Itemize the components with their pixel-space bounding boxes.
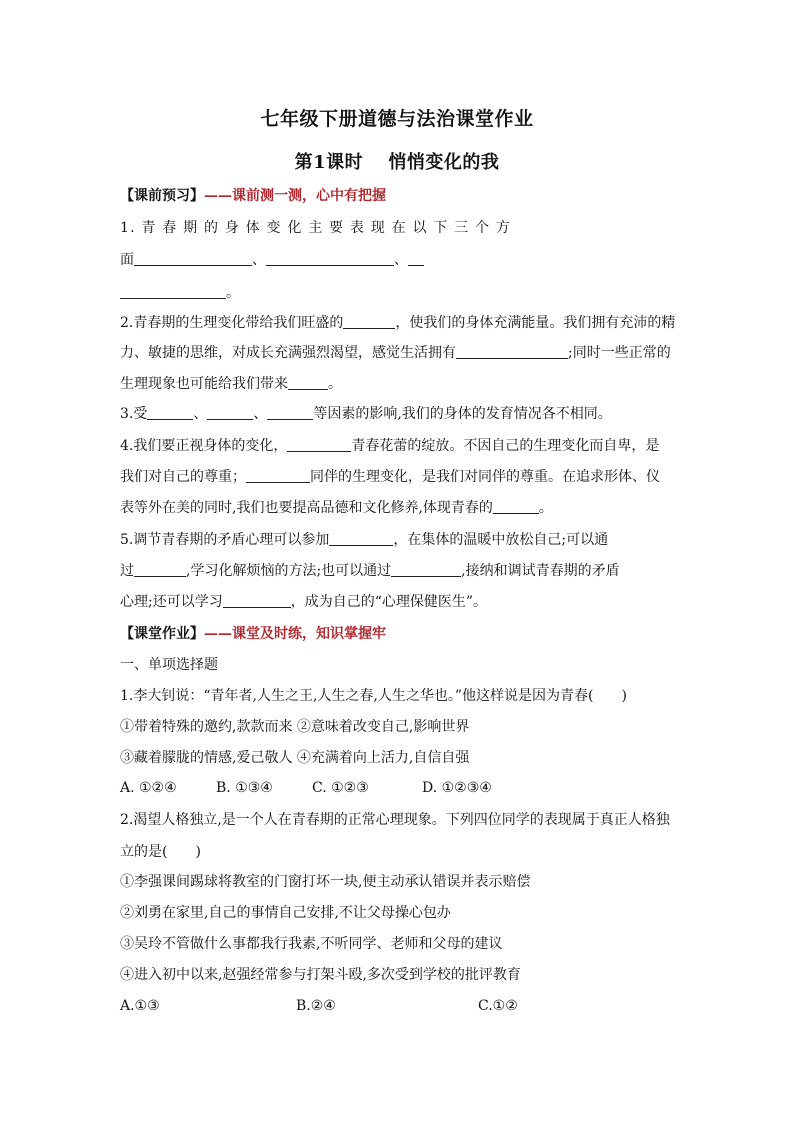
preview-q2-line1 xyxy=(120,313,675,333)
fill-blank[interactable] xyxy=(266,251,394,266)
cw-q2-option-4: ④进入初中以来,赵强经常参与打架斗殴,多次受到学校的批评教育 xyxy=(120,967,521,983)
choice-b[interactable]: B. ①③④ xyxy=(216,780,273,796)
document-title: 七年级下册道德与法治课堂作业 xyxy=(260,108,534,130)
cw-q2-option-2: ②刘勇在家里,自己的事情自己安排,不让父母操心包办 xyxy=(120,905,451,921)
fill-blank[interactable] xyxy=(493,499,539,514)
q2-text: ;同时一些正常的 xyxy=(568,345,671,361)
cw-q2-stem-line2: 立的是( ) xyxy=(120,844,201,860)
cw-q1-choices xyxy=(120,778,490,798)
q4-text: 青春花蕾的绽放。不因自己的生理变化而自卑，是 xyxy=(351,438,660,454)
cw-q2-choices xyxy=(120,996,675,1016)
classwork-heading-slogan: ——课堂及时练，知识掌握牢 xyxy=(204,626,386,642)
preview-q4-line2 xyxy=(120,467,675,487)
preview-q1-line2 xyxy=(120,250,675,270)
q3-sep: 、 xyxy=(193,406,208,422)
fill-blank[interactable] xyxy=(287,437,351,452)
fill-blank[interactable] xyxy=(408,251,424,266)
choice-b[interactable]: B.②④ xyxy=(296,998,336,1014)
lesson-subtitle: 第1课时 悄悄变化的我 xyxy=(294,152,500,173)
q1-end: 。 xyxy=(226,285,240,301)
cw-q1-options-1: ①带着特殊的邀约,款款而来 ②意味着改变自己,影响世界 xyxy=(120,719,470,735)
q2-text: 力、敏捷的思维，对成长充满强烈渴望，感觉生活拥有 xyxy=(120,345,456,361)
fill-blank[interactable] xyxy=(134,251,252,266)
fill-blank[interactable] xyxy=(120,284,226,299)
q2-text: 。 xyxy=(328,376,342,392)
classwork-heading-label: 【课堂作业】 xyxy=(120,626,204,642)
preview-section-heading xyxy=(120,186,675,206)
fill-blank[interactable] xyxy=(288,375,328,390)
fill-blank[interactable] xyxy=(147,405,193,420)
classwork-section-heading xyxy=(120,624,675,644)
q5-text: ,接纳和调试青春期的矛盾 xyxy=(461,563,620,579)
choice-d[interactable]: D. ①②③④ xyxy=(422,780,492,796)
q1-text: 面 xyxy=(120,252,134,268)
preview-q3 xyxy=(120,404,675,424)
fill-blank[interactable] xyxy=(223,593,291,608)
q4-text: 。 xyxy=(538,500,553,516)
fill-blank[interactable] xyxy=(343,314,395,329)
fill-blank[interactable] xyxy=(207,405,253,420)
part-heading: 一、单项选择题 xyxy=(120,657,218,673)
preview-q2-line2 xyxy=(120,343,675,363)
q2-text: ，使我们的身体充满能量。我们拥有充沛的精 xyxy=(395,315,676,331)
q5-text: ,学习化解烦恼的方法;也可以通过 xyxy=(186,563,392,579)
q5-text: ，在集体的温暖中放松自己;可以通 xyxy=(393,532,609,548)
choice-a[interactable]: A. ①②④ xyxy=(120,780,177,796)
choice-c[interactable]: C.①② xyxy=(478,998,518,1014)
cw-q1-options-2: ③藏着朦胧的情感,爱己敬人 ④充满着向上活力,自信自强 xyxy=(120,750,470,766)
q5-text: 过 xyxy=(120,563,134,579)
choice-a[interactable]: A.①③ xyxy=(120,998,160,1014)
fill-blank[interactable] xyxy=(456,344,568,359)
q2-text: 2.青春期的生理变化带给我们旺盛的 xyxy=(120,315,344,331)
q5-text: 心理;还可以学习 xyxy=(120,594,223,610)
q3-text: 等因素的影响,我们的身体的发育情况各不相同。 xyxy=(313,406,612,422)
preview-q1-line1: 1. 青 春 期 的 身 体 变 化 主 要 表 现 在 以 下 三 个 方 xyxy=(120,220,512,236)
preview-q4-line3 xyxy=(120,498,675,518)
q3-sep: 、 xyxy=(253,406,268,422)
fill-blank[interactable] xyxy=(329,531,393,546)
cw-q2-option-1: ①李强课间踢球将教室的门窗打坏一块,便主动承认错误并表示赔偿 xyxy=(120,874,531,890)
choice-c[interactable]: C. ①②③ xyxy=(312,780,369,796)
q1-sep: 、 xyxy=(394,252,408,268)
cw-q2-option-3: ③吴玲不管做什么事都我行我素,不听同学、老师和父母的建议 xyxy=(120,936,503,952)
fill-blank[interactable] xyxy=(267,405,313,420)
cw-q1-stem: 1.李大钊说：“青年者,人生之王,人生之春,人生之华也。”他这样说是因为青春( ) xyxy=(120,688,627,704)
fill-blank[interactable] xyxy=(391,562,461,577)
cw-q2-stem-line1: 2.渴望人格独立,是一个人在青春期的正常心理现象。下列四位同学的表现属于真正人格独 xyxy=(120,812,670,828)
preview-q2-line3 xyxy=(120,374,675,394)
q5-text: ，成为自己的“心理保健医生”。 xyxy=(290,594,488,610)
preview-q5-line2 xyxy=(120,561,675,581)
q3-text: 3.受 xyxy=(120,406,148,422)
preview-q4-line1 xyxy=(120,436,675,456)
preview-heading-label: 【课前预习】 xyxy=(120,188,204,204)
preview-q5-line1 xyxy=(120,530,675,550)
q1-sep: 、 xyxy=(252,252,266,268)
preview-q5-line3 xyxy=(120,592,675,612)
q4-text: 4.我们要正视身体的变化， xyxy=(120,438,288,454)
fill-blank[interactable] xyxy=(134,562,186,577)
preview-q1-line3 xyxy=(120,283,675,303)
q4-text: 同伴的生理变化，是我们对同伴的尊重。在追求形体、仪 xyxy=(310,469,660,485)
q5-text: 5.调节青春期的矛盾心理可以参加 xyxy=(120,532,330,548)
q4-text: 表等外在美的同时,我们也要提高品德和文化修养,体现青春的 xyxy=(120,500,493,516)
preview-heading-slogan: ——课前测一测，心中有把握 xyxy=(204,188,386,204)
q2-text: 生理现象也可能给我们带来 xyxy=(120,376,288,392)
fill-blank[interactable] xyxy=(246,468,310,483)
q4-text: 我们对自己的尊重； xyxy=(120,469,246,485)
